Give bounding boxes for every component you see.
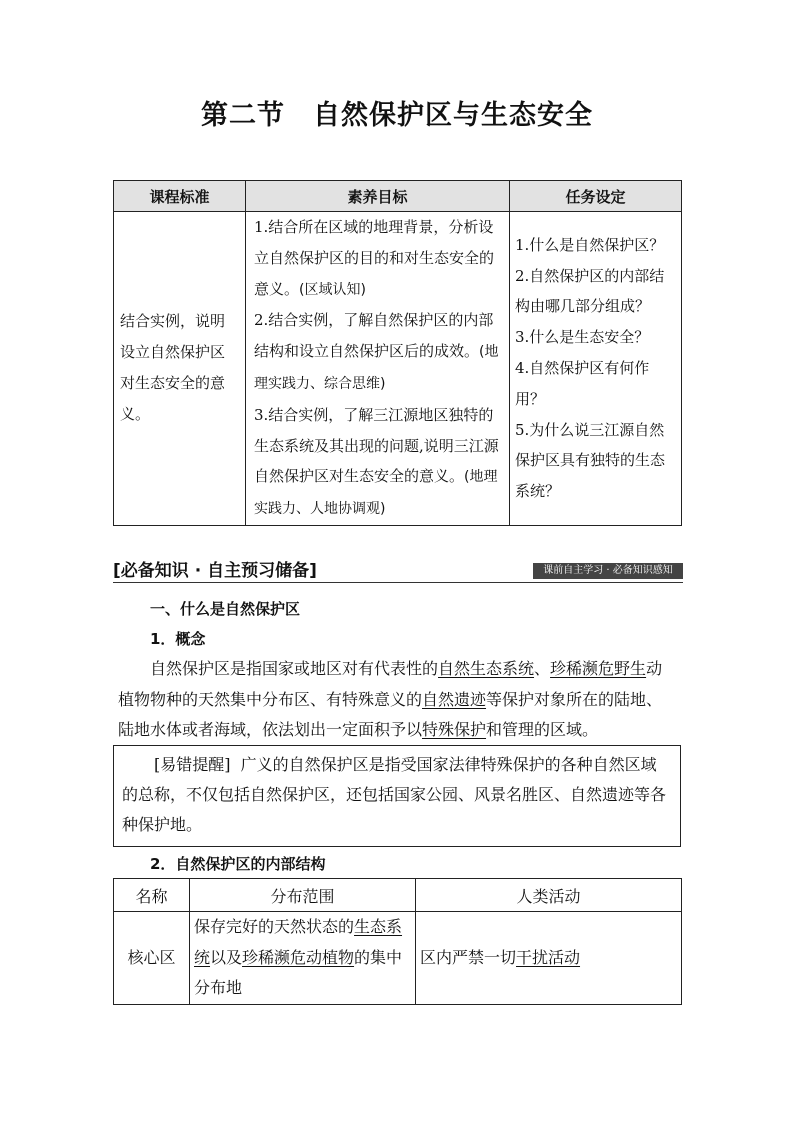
goal-item: 2.结合实例，了解自然保护区的内部结构和设立自然保护区后的成效。(地理实践力、综合思维) bbox=[254, 311, 499, 392]
task-item: 1.什么是自然保护区？ bbox=[515, 235, 665, 254]
task-item: 5.为什么说三江源自然保护区具有独特的生态系统？ bbox=[515, 420, 666, 501]
header-tasks: 任务设定 bbox=[510, 181, 682, 212]
tip-box bbox=[113, 745, 681, 847]
zone-name-cell: 核心区 bbox=[114, 912, 190, 1005]
tip-label: [易错提醒] bbox=[154, 755, 231, 774]
curriculum-standards-table bbox=[113, 180, 682, 526]
task-item: 3.什么是生态安全？ bbox=[515, 328, 650, 347]
heading-what-is-reserve: 一、什么是自然保护区 bbox=[150, 600, 301, 618]
table-row bbox=[114, 912, 682, 1005]
term-natural-heritage: 自然遗迹 bbox=[422, 689, 487, 709]
subheading-structure: 2．自然保护区的内部结构 bbox=[150, 855, 326, 873]
tip-text: 广义的自然保护区是指受国家法律特殊保护的各种自然区域的总称，不仅包括自然保护区，还包括国家公园、风景名胜区、自然遗迹等各种保护地。 bbox=[122, 755, 667, 834]
standard-cell: 结合实例，说明设立自然保护区对生态安全的意义。 bbox=[114, 212, 246, 526]
table-header-row bbox=[114, 181, 682, 212]
term-natural-ecosystem: 自然生态系统 bbox=[438, 659, 535, 678]
goal-item: 1.结合所在区域的地理背景，分析设立自然保护区的目的和对生态安全的意义。(区域认知) bbox=[254, 218, 495, 298]
header-activity: 人类活动 bbox=[416, 879, 682, 912]
task-item: 2.自然保护区的内部结构由哪几部分组成？ bbox=[515, 266, 665, 316]
header-range: 分布范围 bbox=[190, 879, 416, 912]
goal-item: 3.结合实例，了解三江源地区独特的生态系统及其出现的问题,说明三江源自然保护区对生态安全的意义。(地理实践力、人地协调观) bbox=[254, 405, 499, 518]
title-text: 自然保护区与生态安全 bbox=[313, 100, 593, 131]
header-goals: 素养目标 bbox=[246, 181, 510, 212]
table-header-row bbox=[114, 879, 682, 912]
section-header bbox=[113, 556, 683, 583]
section-title: [必备知识 · 自主预习储备] bbox=[113, 561, 317, 581]
task-item: 4.自然保护区有何作用？ bbox=[515, 359, 650, 408]
section-badge: 课前自主学习 · 必备知识感知 bbox=[533, 563, 683, 579]
table-row bbox=[114, 212, 682, 526]
header-name: 名称 bbox=[114, 879, 190, 912]
tasks-cell bbox=[510, 212, 682, 526]
zone-range-cell: 保存完好的天然状态的生态系统以及珍稀濒危动植物的集中分布地 bbox=[190, 912, 416, 1005]
term-rare-endangered: 珍稀濒危野生 bbox=[550, 659, 647, 678]
page-title bbox=[0, 93, 794, 132]
subheading-concept: 1．概念 bbox=[150, 630, 206, 648]
term-special-protection: 特殊保护 bbox=[422, 720, 487, 739]
zone-activity-cell: 区内严禁一切干扰活动 bbox=[416, 912, 682, 1005]
header-standard: 课程标准 bbox=[114, 181, 246, 212]
concept-paragraph: 自然保护区是指国家或地区对有代表性的自然生态系统、珍稀濒危野生动植物物种的天然集中分布区、有特殊意义的自然遗迹等保护对象所在的陆地、陆地水体或者海域，依法划出一定面积予以特殊保护和管理的区域。 bbox=[118, 659, 663, 739]
title-section-number: 第二节 bbox=[201, 100, 285, 131]
reserve-structure-table bbox=[113, 878, 682, 1005]
goals-cell bbox=[246, 212, 510, 526]
